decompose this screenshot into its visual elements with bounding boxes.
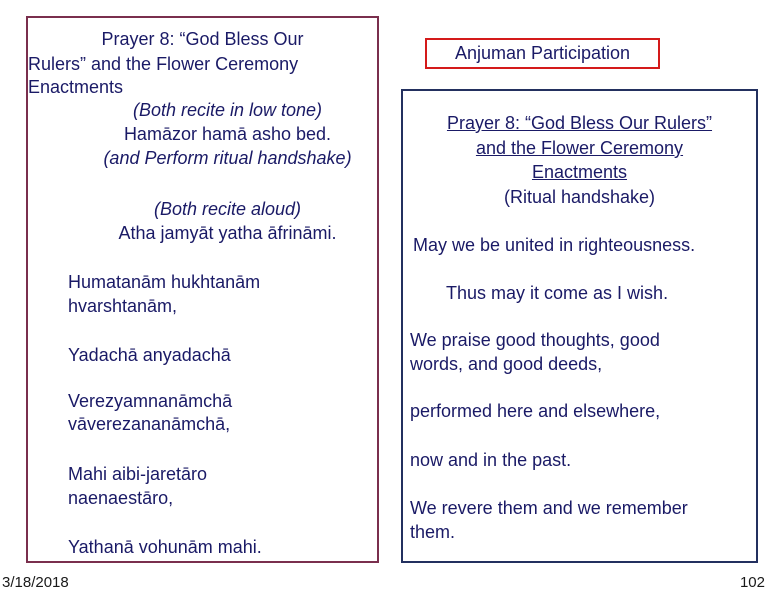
praise-line-1: We praise good thoughts, good bbox=[410, 330, 660, 350]
aloud-note: (Both recite aloud) bbox=[153, 199, 302, 219]
performed-line: performed here and elsewhere, bbox=[410, 401, 661, 421]
left-title-line-1: Prayer 8: “God Bless Our bbox=[101, 29, 304, 49]
revere-line-1: We revere them and we remember bbox=[410, 498, 688, 518]
handshake-note: (and Perform ritual handshake) bbox=[103, 148, 352, 168]
verse-1-line-1: Humatanām hukhtanām bbox=[68, 272, 261, 292]
right-title-line-1: Prayer 8: “God Bless Our Rulers” bbox=[446, 113, 713, 133]
verse-3-line-1: Verezyamnanāmchā bbox=[68, 391, 233, 411]
left-title-line-2: Rulers” and the Flower Ceremony bbox=[28, 54, 299, 74]
verse-1-line-2: hvarshtanām, bbox=[68, 296, 178, 316]
verse-4-line-2: naenaestāro, bbox=[68, 488, 174, 508]
slide-page-number: 102 bbox=[739, 574, 765, 591]
verse-2-line-1: Yadachā anyadachā bbox=[68, 345, 231, 365]
slide-date: 3/18/2018 bbox=[2, 574, 69, 591]
united-line: May we be united in righteousness. bbox=[413, 235, 696, 255]
verse-4-line-1: Mahi aibi-jaretāro bbox=[68, 464, 208, 484]
verse-5-line-1: Yathanā vohunām mahi. bbox=[68, 537, 262, 557]
right-title-line-3: Enactments bbox=[531, 162, 628, 182]
verse-3-line-2: vāverezananāmchā, bbox=[68, 414, 231, 434]
low-tone-note: (Both recite in low tone) bbox=[132, 100, 323, 120]
anjuman-participation-header: Anjuman Participation bbox=[425, 38, 660, 69]
transliteration-panel bbox=[26, 16, 379, 563]
now-line: now and in the past. bbox=[410, 450, 572, 470]
translation-panel bbox=[401, 89, 758, 563]
wish-line: Thus may it come as I wish. bbox=[446, 283, 669, 303]
right-handshake-note: (Ritual handshake) bbox=[503, 187, 656, 207]
atha-line: Atha jamyāt yatha āfrināmi. bbox=[118, 223, 337, 243]
praise-line-2: words, and good deeds, bbox=[410, 354, 603, 374]
revere-line-2: them. bbox=[410, 522, 456, 542]
hamazor-line: Hamāzor hamā asho bed. bbox=[123, 124, 332, 144]
left-title-line-3: Enactments bbox=[28, 77, 124, 97]
right-title-line-2: and the Flower Ceremony bbox=[475, 138, 684, 158]
